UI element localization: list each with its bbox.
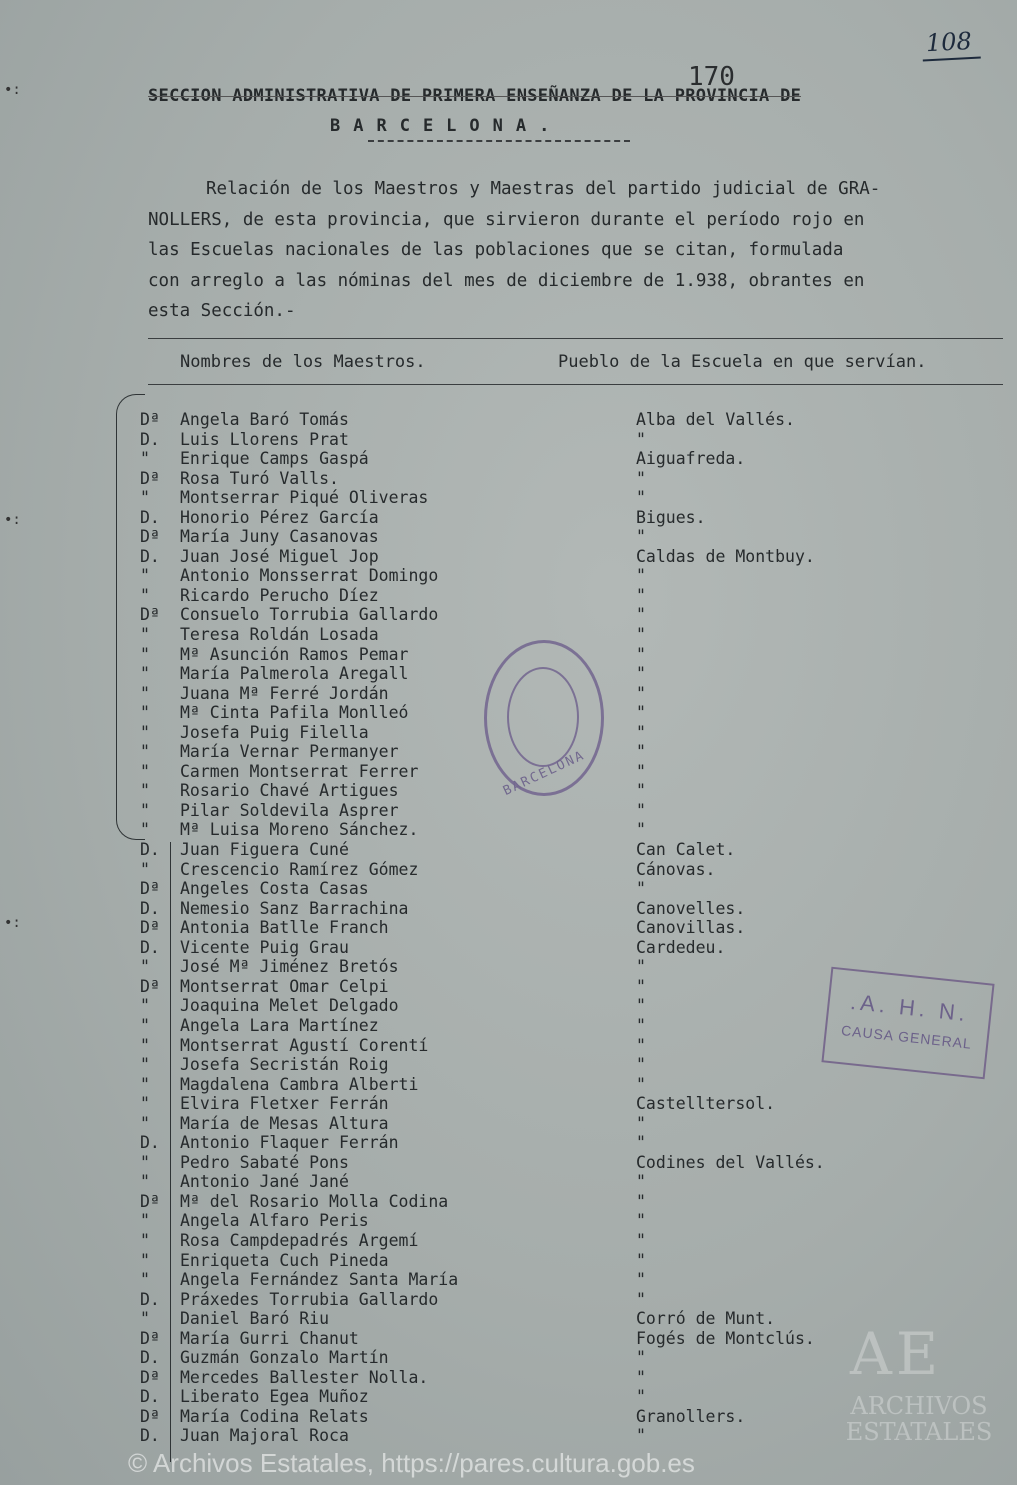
school-town: ": [636, 1015, 646, 1035]
column-header-town: Pueblo de la Escuela en que servían.: [558, 352, 927, 372]
round-seal-stamp: [484, 640, 604, 799]
teacher-row: [0, 1094, 1017, 1114]
teacher-title: D.: [140, 937, 160, 957]
school-town: ": [636, 644, 646, 664]
school-town: ": [636, 1035, 646, 1055]
teacher-title: ": [140, 722, 150, 742]
teacher-name: Nemesio Sanz Barrachina: [180, 898, 409, 918]
teacher-row: [0, 918, 1017, 938]
teacher-title: D.: [140, 546, 160, 566]
teacher-title: ": [140, 625, 150, 645]
teacher-title: D.: [140, 1387, 160, 1407]
teacher-name: Ricardo Perucho Díez: [180, 585, 379, 605]
school-town: ": [636, 1055, 646, 1075]
teacher-row: [0, 430, 1017, 450]
teacher-title: ": [140, 1270, 150, 1290]
teacher-row: [0, 605, 1017, 625]
teacher-name: María Codina Relats: [180, 1406, 369, 1426]
teacher-title: Dª: [140, 879, 160, 899]
teacher-title: D.: [140, 898, 160, 918]
ahn-stamp-subtitle: CAUSA GENERAL: [840, 1022, 973, 1052]
teacher-title: ": [140, 1113, 150, 1133]
teacher-title: Dª: [140, 605, 160, 625]
school-town: ": [636, 761, 646, 781]
teacher-title: ": [140, 1230, 150, 1250]
teacher-row: [0, 1251, 1017, 1271]
teacher-title: ": [140, 761, 150, 781]
folio-number: 108: [921, 27, 980, 62]
table-top-rule: [148, 338, 1003, 339]
teacher-name: Angela Alfaro Peris: [180, 1211, 369, 1231]
teacher-title: ": [140, 859, 150, 879]
teacher-row: [0, 469, 1017, 489]
school-town: ": [636, 742, 646, 762]
teacher-title: ": [140, 996, 150, 1016]
school-town: Corró de Munt.: [636, 1309, 776, 1329]
school-town: ": [636, 1211, 646, 1231]
school-town: ": [636, 957, 646, 977]
teacher-title: ": [140, 742, 150, 762]
teacher-row: [0, 840, 1017, 860]
punch-hole-mark: •:: [4, 512, 21, 528]
teacher-name: Magdalena Cambra Alberti: [180, 1074, 419, 1094]
teacher-list: [0, 410, 1017, 1446]
archive-logo-watermark: AE: [850, 1320, 943, 1388]
school-town: ": [636, 664, 646, 684]
punch-hole-mark: •:: [4, 82, 21, 98]
teacher-title: Dª: [140, 527, 160, 547]
school-town: ": [636, 1172, 646, 1192]
teacher-row: [0, 879, 1017, 899]
teacher-title: D.: [140, 429, 160, 449]
teacher-row: [0, 801, 1017, 821]
teacher-title: ": [140, 566, 150, 586]
teacher-row: [0, 1114, 1017, 1134]
teacher-title: ": [140, 1094, 150, 1114]
teacher-name: María Gurri Chanut: [180, 1328, 359, 1348]
teacher-name: Joaquina Melet Delgado: [180, 996, 399, 1016]
ahn-stamp-title: .A. H. N.: [849, 988, 971, 1027]
teacher-title: ": [140, 1074, 150, 1094]
teacher-name: Consuelo Torrubia Gallardo: [180, 605, 439, 625]
teacher-row: [0, 1192, 1017, 1212]
teacher-title: Dª: [140, 468, 160, 488]
school-town: ": [636, 625, 646, 645]
teacher-row: [0, 1075, 1017, 1095]
teacher-name: Guzmán Gonzalo Martín: [180, 1348, 389, 1368]
teacher-name: Antonio Flaquer Ferrán: [180, 1133, 399, 1153]
teacher-name: Mercedes Ballester Nolla.: [180, 1367, 429, 1387]
teacher-title: Dª: [140, 410, 160, 429]
teacher-name: Enriqueta Cuch Pineda: [180, 1250, 389, 1270]
teacher-title: ": [140, 1152, 150, 1172]
teacher-row: [0, 938, 1017, 958]
teacher-title: ": [140, 683, 150, 703]
teacher-row: [0, 625, 1017, 645]
school-town: Alba del Vallés.: [636, 410, 795, 429]
teacher-title: D.: [140, 507, 160, 527]
school-town: ": [636, 1348, 646, 1368]
teacher-title: D.: [140, 1348, 160, 1368]
teacher-name: Angela Fernández Santa María: [180, 1270, 459, 1290]
teacher-row: [0, 820, 1017, 840]
school-town: Cánovas.: [636, 859, 716, 879]
teacher-title: Dª: [140, 918, 160, 938]
archive-name-watermark: ARCHIVOS ESTATALES: [845, 1392, 993, 1446]
teacher-name: Rosa Turó Valls.: [180, 468, 339, 488]
teacher-title: ": [140, 781, 150, 801]
teacher-row: [0, 860, 1017, 880]
teacher-name: Pedro Sabaté Pons: [180, 1152, 349, 1172]
teacher-title: D.: [140, 1426, 160, 1446]
school-town: Caldas de Montbuy.: [636, 546, 815, 566]
school-town: ": [636, 1367, 646, 1387]
school-town: Codines del Vallés.: [636, 1152, 825, 1172]
school-town: ": [636, 1289, 646, 1309]
teacher-row: [0, 566, 1017, 586]
teacher-name: Luis Llorens Prat: [180, 429, 349, 449]
teacher-name: Carmen Montserrat Ferrer: [180, 761, 419, 781]
teacher-row: [0, 508, 1017, 528]
teacher-title: D.: [140, 840, 160, 860]
teacher-title: ": [140, 957, 150, 977]
teacher-name: Angela Baró Tomás: [180, 410, 349, 429]
teacher-title: ": [140, 488, 150, 508]
teacher-name: Juan Majoral Roca: [180, 1426, 349, 1446]
teacher-row: [0, 1290, 1017, 1310]
school-town: Cardedeu.: [636, 937, 726, 957]
teacher-title: ": [140, 644, 150, 664]
teacher-title: ": [140, 449, 150, 469]
school-town: Aiguafreda.: [636, 449, 746, 469]
teacher-title: ": [140, 1211, 150, 1231]
intro-line: esta Sección.-: [148, 301, 296, 321]
school-town: ": [636, 566, 646, 586]
school-town: Canovillas.: [636, 918, 746, 938]
seal-inner-ring: [507, 667, 579, 767]
teacher-name: Daniel Baró Riu: [180, 1309, 330, 1329]
teacher-name: Antonio Jané Jané: [180, 1172, 349, 1192]
school-town: ": [636, 1191, 646, 1211]
column-header-names: Nombres de los Maestros.: [180, 352, 426, 372]
school-town: ": [636, 429, 646, 449]
teacher-title: ": [140, 820, 150, 840]
city-heading: BARCELONA.: [330, 116, 563, 136]
teacher-row: [0, 410, 1017, 430]
teacher-name: Mª Cinta Pafila Monlleó: [180, 703, 409, 723]
teacher-row: [0, 1153, 1017, 1173]
teacher-name: Juana Mª Ferré Jordán: [180, 683, 389, 703]
teacher-name: Josefa Secristán Roig: [180, 1055, 389, 1075]
teacher-name: Teresa Roldán Losada: [180, 625, 379, 645]
teacher-title: ": [140, 1035, 150, 1055]
teacher-name: María Juny Casanovas: [180, 527, 379, 547]
school-town: ": [636, 1133, 646, 1153]
teacher-name: Enrique Camps Gaspá: [180, 449, 369, 469]
school-town: ": [636, 1113, 646, 1133]
teacher-title: ": [140, 1055, 150, 1075]
teacher-name: Honorio Pérez García: [180, 507, 379, 527]
school-town: ": [636, 1074, 646, 1094]
teacher-name: Juan Figuera Cuné: [180, 840, 349, 860]
teacher-name: José Mª Jiménez Bretós: [180, 957, 399, 977]
teacher-name: Antonia Batlle Franch: [180, 918, 389, 938]
school-town: Bigues.: [636, 507, 706, 527]
teacher-name: Montserrat Omar Celpi: [180, 976, 389, 996]
teacher-name: Liberato Egea Muñoz: [180, 1387, 369, 1407]
punch-hole-mark: •:: [4, 915, 21, 931]
teacher-name: Mª Luisa Moreno Sánchez.: [180, 820, 419, 840]
table-header-rule: [148, 384, 1003, 385]
teacher-name: Montserrat Agustí Corentí: [180, 1035, 429, 1055]
teacher-title: ": [140, 703, 150, 723]
teacher-row: [0, 586, 1017, 606]
teacher-name: María Vernar Permanyer: [180, 742, 399, 762]
teacher-title: Dª: [140, 1328, 160, 1348]
school-town: ": [636, 996, 646, 1016]
school-town: ": [636, 683, 646, 703]
teacher-name: Angela Lara Martínez: [180, 1015, 379, 1035]
school-town: ": [636, 820, 646, 840]
teacher-name: Pilar Soldevila Asprer: [180, 800, 399, 820]
ahn-stamp: [821, 967, 994, 1080]
school-town: ": [636, 1230, 646, 1250]
intro-line: NOLLERS, de esta provincia, que sirvieron durante el período rojo en: [148, 209, 865, 230]
teacher-name: Elvira Fletxer Ferrán: [180, 1094, 389, 1114]
school-town: Fogés de Montclús.: [636, 1328, 815, 1348]
teacher-row: [0, 1270, 1017, 1290]
school-town: ": [636, 781, 646, 801]
school-town: Can Calet.: [636, 840, 736, 860]
teacher-title: Dª: [140, 976, 160, 996]
teacher-title: Dª: [140, 1367, 160, 1387]
school-town: ": [636, 468, 646, 488]
teacher-row: [0, 1172, 1017, 1192]
teacher-title: ": [140, 585, 150, 605]
school-town: ": [636, 722, 646, 742]
copyright-watermark: © Archivos Estatales, https://pares.cultura.gob.es: [128, 1448, 695, 1478]
teacher-name: María de Mesas Altura: [180, 1113, 389, 1133]
heading-underline: [368, 140, 630, 142]
teacher-name: Vicente Puig Grau: [180, 937, 349, 957]
school-town: ": [636, 585, 646, 605]
school-town: ": [636, 1426, 646, 1446]
teacher-title: ": [140, 664, 150, 684]
teacher-title: D.: [140, 1133, 160, 1153]
teacher-title: Dª: [140, 1406, 160, 1426]
teacher-row: [0, 1133, 1017, 1153]
teacher-row: [0, 527, 1017, 547]
teacher-row: [0, 899, 1017, 919]
school-town: Canovelles.: [636, 898, 746, 918]
school-town: ": [636, 703, 646, 723]
intro-line: Relación de los Maestros y Maestras del partido judicial de GRA-: [206, 179, 881, 199]
school-town: ": [636, 1250, 646, 1270]
school-town: ": [636, 1387, 646, 1407]
teacher-title: ": [140, 1172, 150, 1192]
teacher-row: [0, 1231, 1017, 1251]
school-town: Granollers.: [636, 1406, 746, 1426]
school-town: ": [636, 488, 646, 508]
school-town: ": [636, 527, 646, 547]
teacher-title: D.: [140, 1289, 160, 1309]
teacher-row: [0, 488, 1017, 508]
school-town: ": [636, 800, 646, 820]
intro-paragraph: [148, 174, 988, 327]
teacher-title: Dª: [140, 1191, 160, 1211]
teacher-name: Josefa Puig Filella: [180, 722, 369, 742]
school-town: Castelltersol.: [636, 1094, 776, 1114]
teacher-row: [0, 1211, 1017, 1231]
school-town: ": [636, 879, 646, 899]
intro-line: las Escuelas nacionales de las poblaciones que se citan, formulada: [148, 240, 844, 260]
school-town: ": [636, 605, 646, 625]
teacher-title: ": [140, 1250, 150, 1270]
teacher-row: [0, 547, 1017, 567]
section-heading: SECCION ADMINISTRATIVA DE PRIMERA ENSEÑANZA DE LA PROVINCIA DE: [148, 86, 802, 106]
teacher-title: ": [140, 1309, 150, 1329]
seal-text: BARCELONA: [500, 748, 588, 799]
school-town: ": [636, 976, 646, 996]
teacher-name: Práxedes Torrubia Gallardo: [180, 1289, 439, 1309]
teacher-row: [0, 449, 1017, 469]
teacher-name: María Palmerola Aregall: [180, 664, 409, 684]
teacher-title: ": [140, 1015, 150, 1035]
school-town: ": [636, 1270, 646, 1290]
teacher-name: Crescencio Ramírez Gómez: [180, 859, 419, 879]
teacher-name: Juan José Miguel Jop: [180, 546, 379, 566]
teacher-title: ": [140, 800, 150, 820]
teacher-name: Antonio Monsserrat Domingo: [180, 566, 439, 586]
teacher-name: Rosa Campdepadrés Argemí: [180, 1230, 419, 1250]
teacher-name: Rosario Chavé Artigues: [180, 781, 399, 801]
teacher-name: Mª Asunción Ramos Pemar: [180, 644, 409, 664]
teacher-name: Mª del Rosario Molla Codina: [180, 1191, 449, 1211]
teacher-name: Montserrar Piqué Oliveras: [180, 488, 429, 508]
page-number: 170: [688, 62, 735, 92]
intro-line: con arreglo a las nóminas del mes de diciembre de 1.938, obrantes en: [148, 270, 865, 291]
teacher-name: Angeles Costa Casas: [180, 879, 369, 899]
